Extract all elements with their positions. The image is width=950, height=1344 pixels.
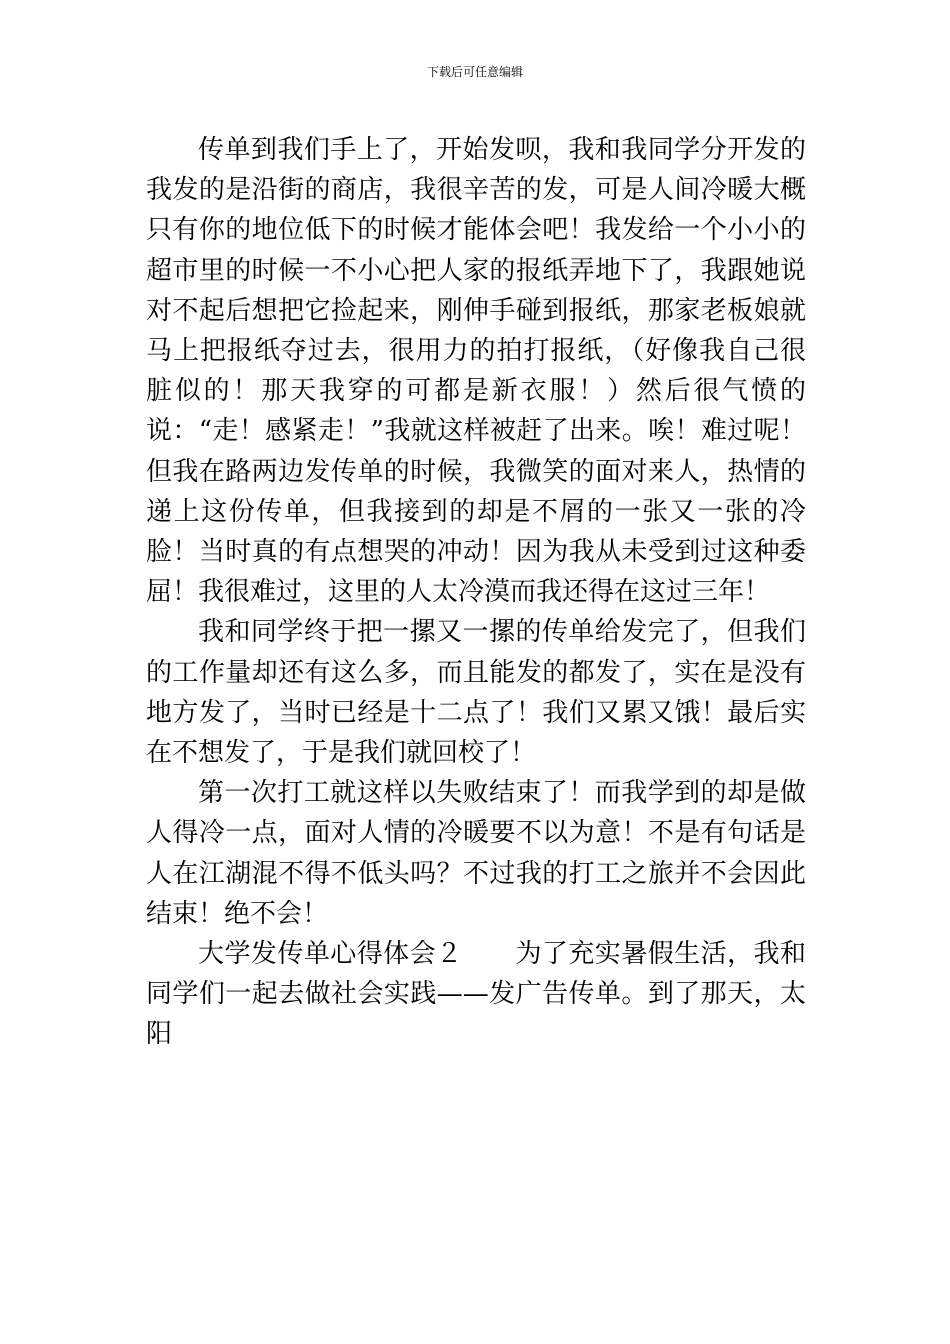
paragraph-1: 传单到我们手上了，开始发呗，我和我同学分开发的我发的是沿街的商店，我很辛苦的发，可是人间冷暖大概只有你的地位低下的时候才能体会吧！我发给一个小小的超市里的时候一不小心把人家的报纸弄地下了，我跟她说对不起后想把它捡起来，刚伸手碰到报纸，那家老板娘就马上把报纸夺过去，很用力的拍打报纸，（好像我自己很脏似的！那天我穿的可都是新衣服！）然后很气愤的说：“走！感紧走！”我就这样被赶了出来。唉！难过呢！但我在路两边发传单的时候，我微笑的面对来人，热情的递上这份传单，但我接到的却是不屑的一张又一张的冷脸！当时真的有点想哭的冲动！因为我从未受到过这种委屈！我很难过，这里的人太冷漠而我还得在这过三年！ [146, 135, 806, 608]
document-body [146, 130, 806, 1055]
paragraph-3: 第一次打工就这样以失败结束了！而我学到的却是做人得冷一点，面对人情的冷暖要不以为意！不是有句话是人在江湖混不得不低头吗？不过我的打工之旅并不会因此结束！绝不会！ [146, 778, 806, 929]
page-header: 下载后可任意编辑 [426, 65, 523, 79]
paragraph-4: 大学发传单心得体会２ 为了充实暑假生活，我和同学们一起去做社会实践——发广告传单。到了那天，太阳 [146, 939, 806, 1050]
paragraph-2: 我和同学终于把一摞又一摞的传单给发完了，但我们的工作量却还有这么多，而且能发的都发了，实在是没有地方发了，当时已经是十二点了！我们又累又饿！最后实在不想发了，于是我们就回校了！ [146, 617, 806, 769]
